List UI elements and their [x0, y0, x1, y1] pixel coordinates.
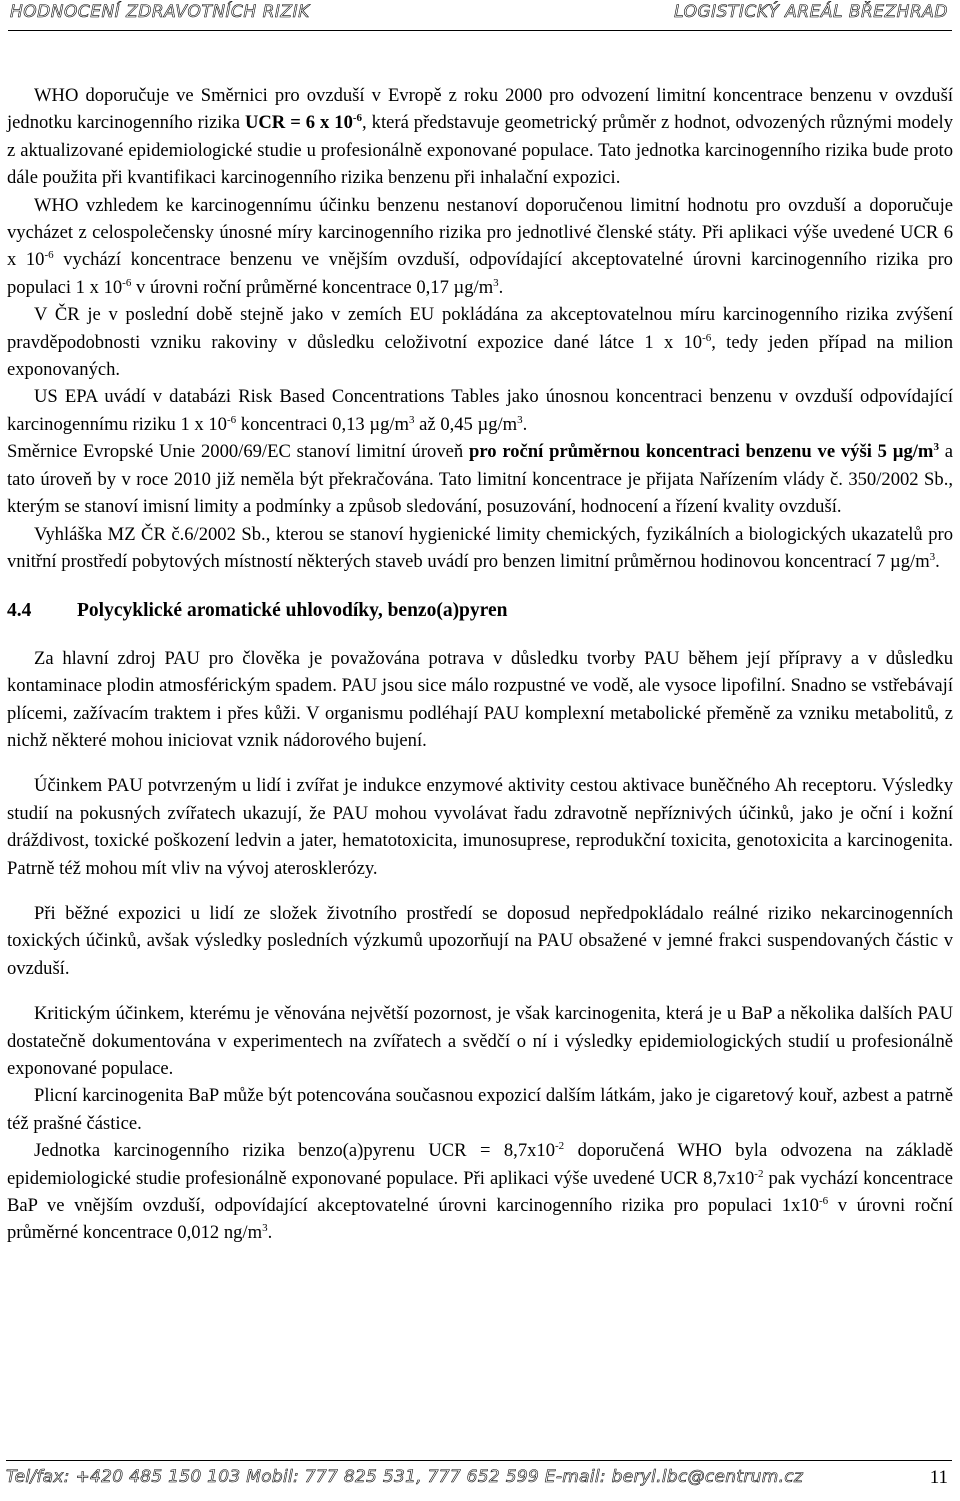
paragraph-bap-ucr: Jednotka karcinogenního rizika benzo(a)pyrenu UCR = $8,7x10^{-2}$ doporučená WHO byla odvozena na základě epidemiologické studie profesionálně exponované populace. Při aplikaci výše uvedené UCR $8,7x10^{-2}$ pak vychází koncentrace BaP ve vnějším ovzduší, odpovídající akceptovatelné úrovni karcinogenního rizika pro populaci $1x10^{-6}$ v úrovni roční průměrné koncentrace 0,012 $ng/m^3$.	[7, 1140, 953, 1244]
ucr-value: UCR = 6 x $10^{-6}$	[244, 112, 363, 134]
eu-limit-bold: pro roční průměrnou koncentraci benzenu ve výši 5 $\mu g/m^3$	[468, 441, 939, 463]
paragraph-pau-exposure: Při běžné expozici u lidí ze složek životního prostředí se doposud nepředpokládalo reálné riziko nekarcinogenních toxických účinků, avšak výsledky posledních výzkumů upozorňují na PAU obsažené v jemné frakci suspendovaných částic v ovzduší.	[7, 902, 953, 979]
paragraph-cr-risk: V ČR je v poslední době stejně jako v zemích EU pokládána za akceptovatelnou míru karcinogenního rizika zvýšení pravděpodobnosti vzniku rakoviny v důsledku celoživotní expozice dané látce 1 x $10^{-6}$, tedy jeden případ na milion exponovaných.	[7, 304, 954, 381]
footer-contact: Tel/fax: +420 485 150 103 Mobil: 777 825 531, 777 652 599 E-mail: beryl.lbc@centrum.cz	[6, 1467, 804, 1487]
page-header	[8, 0, 952, 31]
header-title-right: LOGISTICKÝ AREÁL BŘEZHRAD	[674, 2, 948, 22]
paragraph-vyhlaska: Vyhláška MZ ČR č.6/2002 Sb., kterou se stanoví hygienické limity chemických, fyzikálních a biologických ukazatelů pro vnitřní prostředí pobytových místností některých staveb uvádí pro benzen limitní průměrnou hodinovou koncentrací 7 $\mu g/m^3$.	[7, 523, 953, 572]
page-number: 11	[929, 1467, 948, 1488]
paragraph-who-ucr: WHO doporučuje ve Směrnici pro ovzduší v Evropě z roku 2000 pro odvození limitní koncentrace benzenu v ovzduší jednotku karcinogenního rizika UCR = 6 x $10^{-6}$, která představuje geometrický průměr z hodnot, odvozených různými modely z aktualizované epidemiologické studie u profesionálně exponované populace. Tato jednotka karcinogenního rizika bude proto dále použita při kvantifikaci karcinogenního rizika benzenu při inhalační expozici.	[7, 85, 953, 189]
paragraph-carcinogenicity: Kritickým účinkem, kterému je věnována největší pozornost, je však karcinogenita, která je u BaP a několika dalších PAU dostatečně dokumentována v experimentech na zvířatech a svědčí o ní i výsledky epidemiologických studií u profesionálně exponované populace.	[7, 1003, 953, 1079]
document-body	[7, 82, 953, 1247]
paragraph-pau-effects: Účinkem PAU potvrzeným u lidí i zvířat je indukce enzymové aktivity cestou aktivace buněčného Ah receptoru. Výsledky studií na pokusných zvířatech ukazují, že PAU mohou vyvolávat řadu zdravotně nepříznivých účinků, jako je oční i kožní dráždivost, toxické poškození ledvin a jater, hematotoxicita, imunosuprese, reprodukční toxicita, genotoxicita a karcinogenita. Patrně též mohou mít vliv na vývoj aterosklerózy.	[7, 775, 953, 879]
section-heading	[7, 597, 953, 624]
paragraph-bap-lung: Plicní karcinogenita BaP může být potencována současnou expozicí dalším látkám, jako je cigaretový kouř, azbest a patrně též prašné částice.	[7, 1085, 953, 1134]
page-footer	[6, 1460, 952, 1499]
paragraph-who-limit: WHO vzhledem ke karcinogennímu účinku benzenu nestanoví doporučenou limitní hodnotu pro ovzduší a doporučuje vycházet z celospolečensky únosné míry karcinogenního rizika pro jednotlivé členské státy. Při aplikaci výše uvedené UCR 6 x $10^{-6}$ vychází koncentrace benzenu ve vnějším ovzduší, odpovídající akceptovatelné úrovni karcinogenního rizika pro populaci 1 x $10^{-6}$ v úrovni roční průměrné koncentrace 0,17 $\mu g/m^3$.	[7, 194, 953, 298]
paragraph-eu-directive: Směrnice Evropské Unie 2000/69/EC stanoví limitní úroveň pro roční průměrnou koncentraci benzenu ve výši 5 $\mu g/m^3$ a tato úroveň by v roce 2010 již neměla být překračována. Tato limitní koncentrace je přijata Nařízením vlády č. 350/2002 Sb., kterým se stanoví imisní limity a podmínky a způsob sledování, posuzování, hodnocení a řízení kvality ovzduší.	[7, 441, 953, 518]
paragraph-us-epa: US EPA uvádí v databázi Risk Based Concentrations Tables jako únosnou koncentraci benzenu v ovzduší odpovídající karcinogennímu riziku 1 x $10^{-6}$ koncentraci 0,13 $\mu g/m^3$ až 0,45 $\mu g/m^3$.	[7, 386, 953, 435]
section-number: 4.4	[7, 600, 32, 622]
section-title: Polycyklické aromatické uhlovodíky, benzo(a)pyren	[77, 600, 508, 622]
header-title-left: HODNOCENÍ ZDRAVOTNÍCH RIZIK	[10, 2, 310, 22]
paragraph-pau-sources: Za hlavní zdroj PAU pro člověka je považována potrava v důsledku tvorby PAU během její přípravy a v důsledku kontaminace plodin atmosférickým spadem. PAU jsou sice málo rozpustné ve vodě, ale vysoce lipofilní. Snadno se vstřebávají plícemi, zažívacím traktem i přes kůži. V organismu podléhají PAU komplexní metabolické přeměně za vzniku metabolitů, z nichž některé mohou iniciovat vznik nádorového bujení.	[7, 647, 953, 751]
